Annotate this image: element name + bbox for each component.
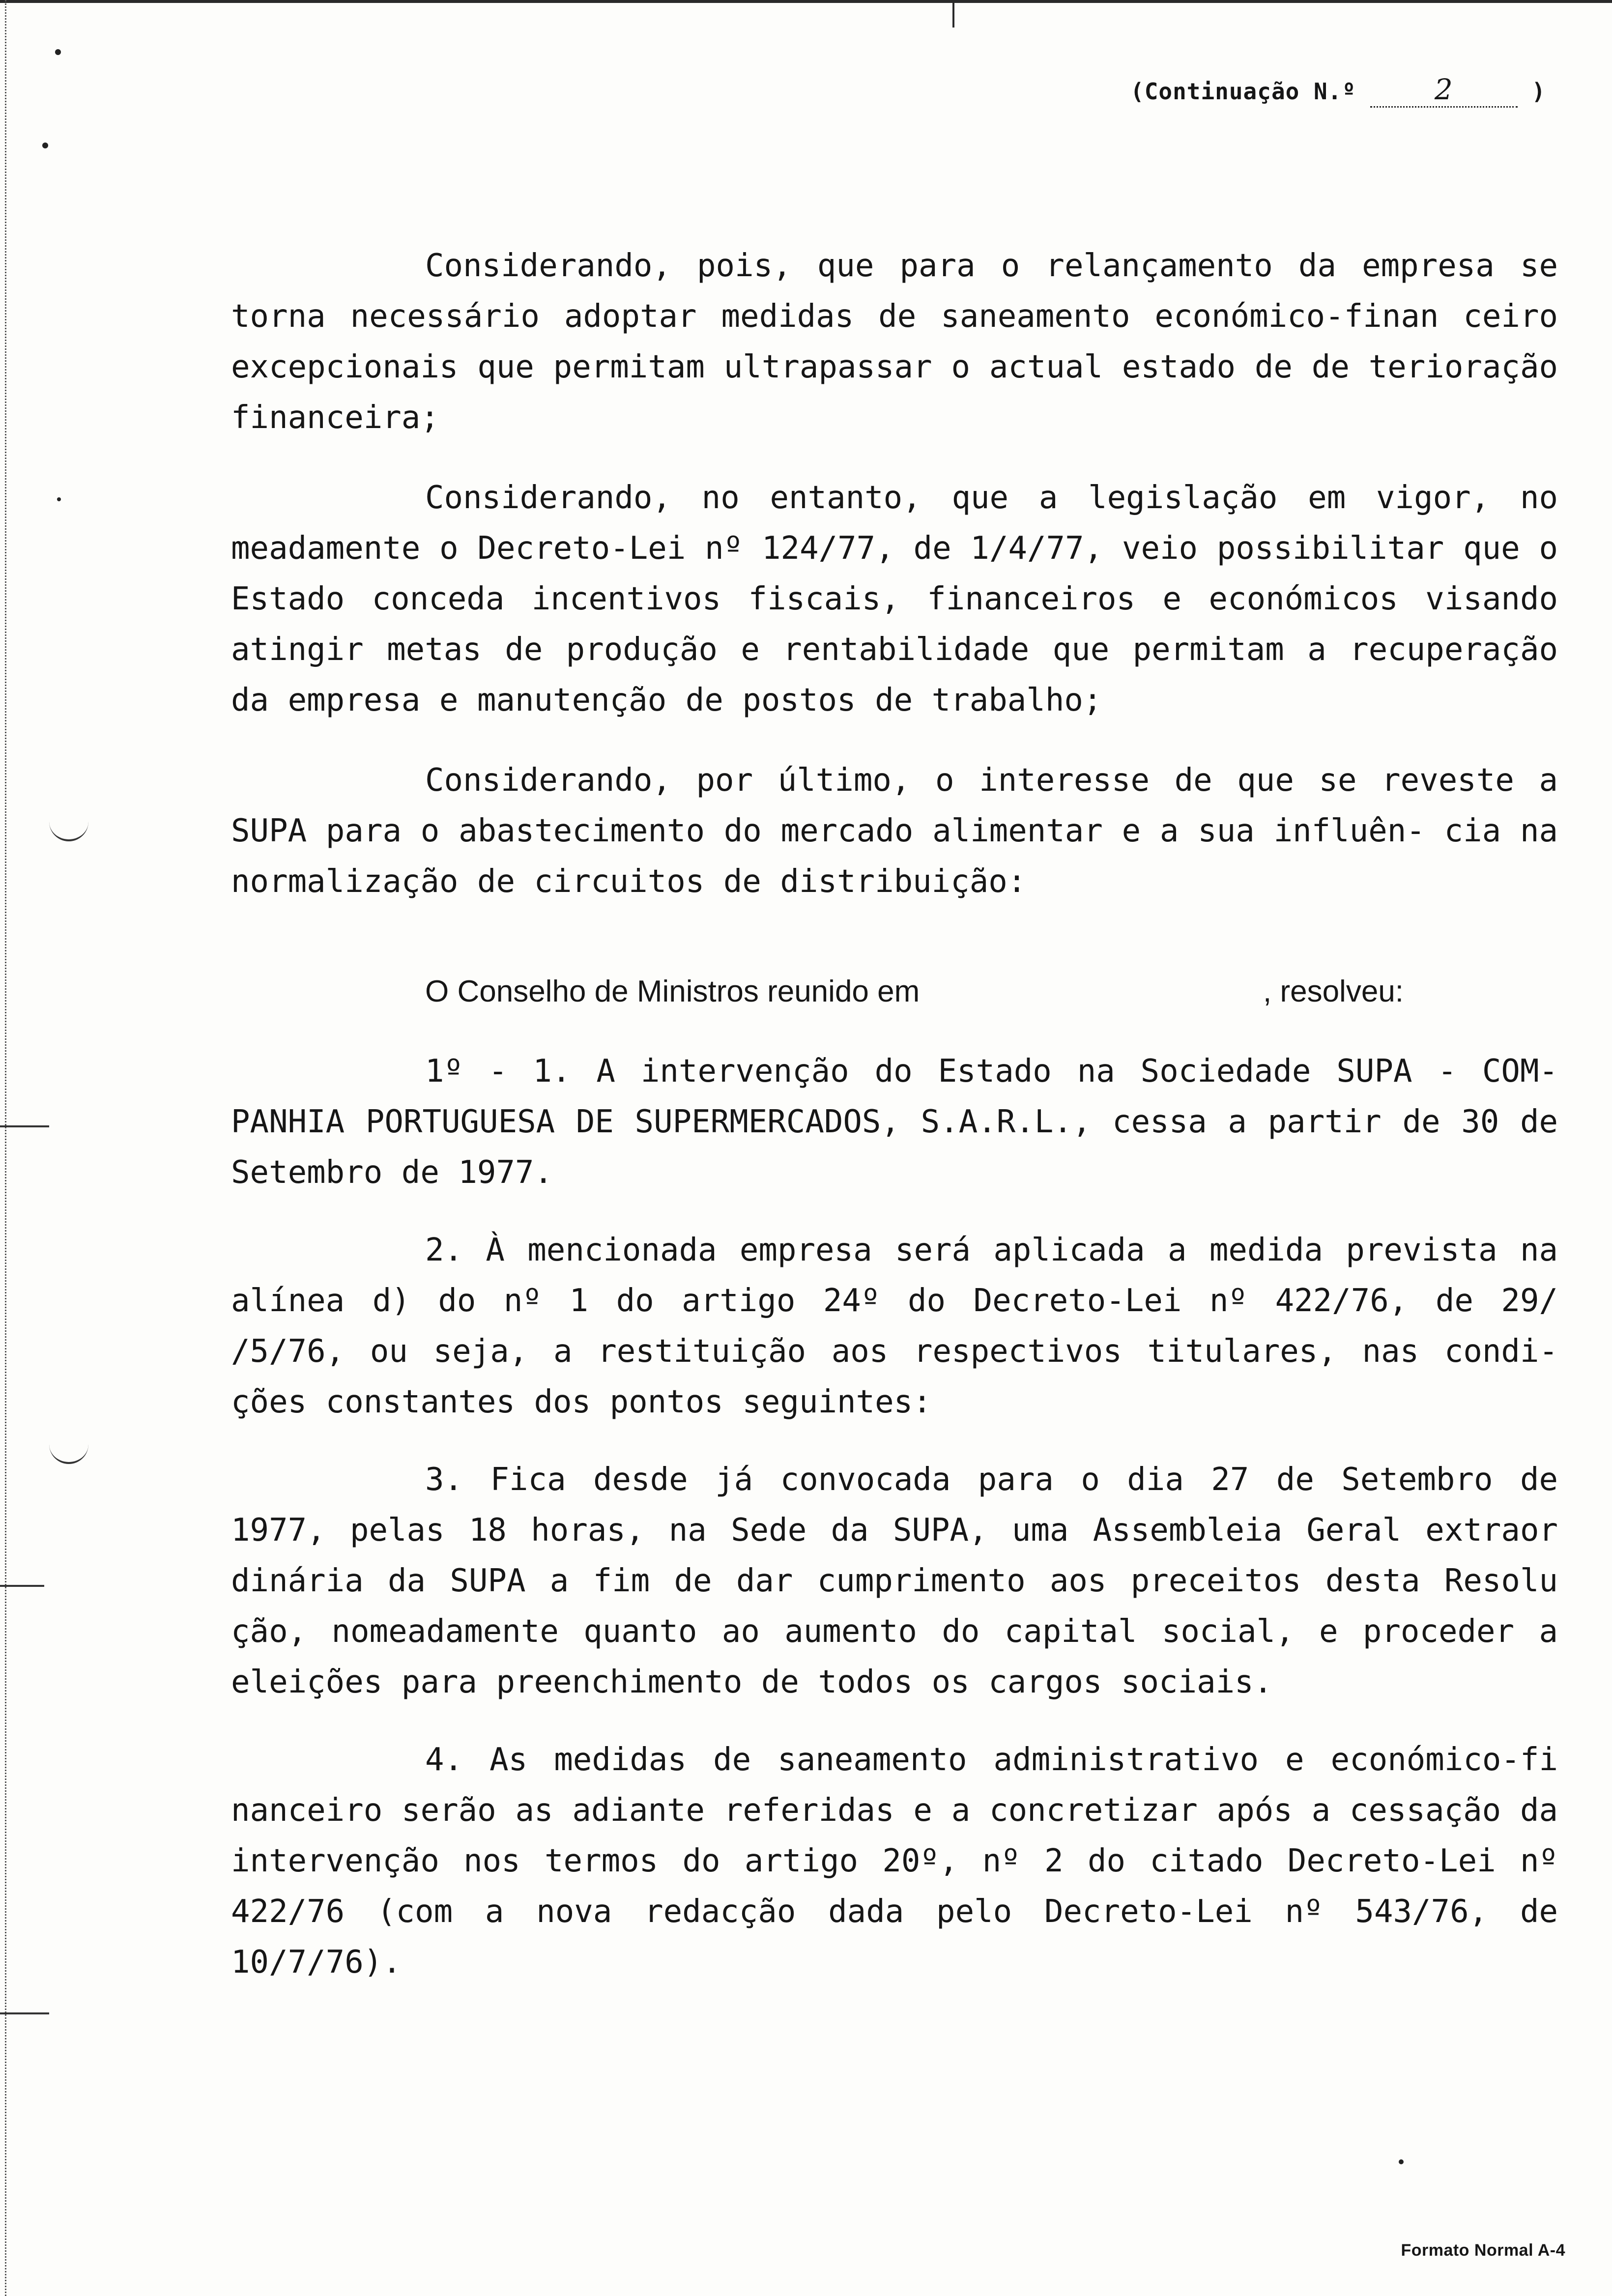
resolution-item-3: 3. Fica desde já convocada para o dia 27 de Setembro de 1977, pelas 18 horas, na Sede da SUPA, uma Assembleia Geral extraor dinária da SUPA a fim de dar cumprimento aos preceitos desta Resolu ção, nomeadamente quanto ao aumento do capital social, e proceder a eleições para preenchimento de todos os cargos sociais. <box>231 1462 1558 1700</box>
punch-hole-mark <box>49 1442 88 1464</box>
ink-speck <box>55 49 61 55</box>
resolution-item-4: 4. As medidas de saneamento administrativo e económico-fi nanceiro serão as adiante referidas e a concretizar após a cessação da intervenção nos termos do artigo 20º, nº 2 do citado Decreto-Lei nº 422/76 (com a nova redacção dada pelo Decreto-Lei nº 543/76, de 10/7/76). <box>231 1742 1558 1980</box>
top-rule <box>0 0 1612 3</box>
continuation-label: (Continuação N.º <box>1130 78 1356 105</box>
resolution-tail: , resolveu: <box>1263 975 1404 1008</box>
binding-edge <box>0 0 6 2296</box>
paragraph-considerando-1: Considerando, pois, que para o relançamento da empresa se torna necessário adoptar medidas de saneamento económico-finan ceiro excepcionais que permitam ultrapassar o actual estado de de terioração financeira; <box>231 248 1558 436</box>
edge-tick-mark <box>0 1125 49 1127</box>
ink-speck <box>57 497 61 501</box>
resolution-lead: O Conselho de Ministros reunido em <box>425 975 920 1008</box>
ink-speck <box>1399 2159 1404 2164</box>
continuation-header <box>1130 73 1563 108</box>
resolution-line <box>231 966 1558 1017</box>
continuation-close: ) <box>1531 78 1546 105</box>
ink-speck <box>42 143 48 148</box>
paragraph-considerando-3: Considerando, por último, o interesse de que se reveste a SUPA para o abastecimento do mercado alimentar e a sua influên- cia na normalização de circuitos de distribuição: <box>231 762 1558 900</box>
edge-tick-mark <box>0 1585 44 1587</box>
top-tick-mark <box>952 0 954 28</box>
edge-tick-mark <box>0 2012 49 2014</box>
paragraph-considerando-2: Considerando, no entanto, que a legislação em vigor, no meadamente o Decreto-Lei nº 124/77, de 1/4/77, veio possibilitar que o Estado conceda incentivos fiscais, financeiros e económicos visando atingir metas de produção e rentabilidade que permitam a recuperação da empresa e manutenção de postos de trabalho; <box>231 480 1558 718</box>
paper-format-label: Formato Normal A-4 <box>1401 2241 1565 2260</box>
document-body <box>231 241 1558 2015</box>
resolution-item-1: 1º - 1. A intervenção do Estado na Sociedade SUPA - COM- PANHIA PORTUGUESA DE SUPERMERCADOS, S.A.R.L., cessa a partir de 30 de Setembro de 1977. <box>231 1053 1558 1191</box>
punch-hole-mark <box>49 820 88 841</box>
resolution-item-2: 2. À mencionada empresa será aplicada a medida prevista na alínea d) do nº 1 do artigo 24º do Decreto-Lei nº 422/76, de 29/ /5/76, ou seja, a restituição aos respectivos titulares, nas condi- ções constantes dos pontos seguintes: <box>231 1232 1558 1420</box>
continuation-number: 2 <box>1370 73 1518 108</box>
